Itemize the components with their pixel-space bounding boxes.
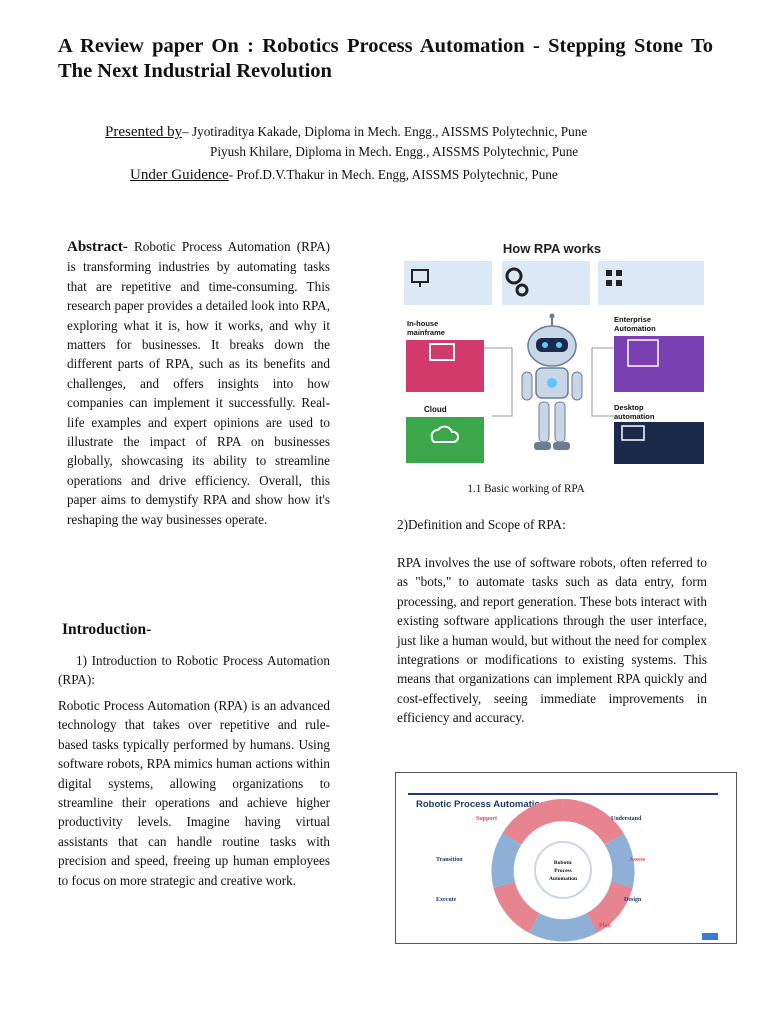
top-box-3: [598, 261, 704, 305]
figure-how-rpa-works: [402, 236, 706, 468]
figure2-title: Robotic Process Automation Cycle: [416, 799, 575, 810]
enterprise-label: Enterprise: [614, 315, 652, 324]
label-execute: Execute: [436, 897, 457, 903]
cloud-label: Cloud: [424, 405, 447, 414]
paper-title: A Review paper On : Robotics Process Automation - Stepping Stone To The Next Industrial Revolution: [58, 35, 713, 82]
desktop-label: Desktop: [614, 403, 644, 412]
section2-text: RPA involves the use of software robots, often referred to as "bots," to automate tasks such as data entry, form processing, and report generation. These bots interact with existing software applications through the user interface, just like a human would, but without the need for complex integrations or modifications to existing systems. This means that organizations can implement RPA quickly and cost-effectively, seeing immediate improvements in efficiency and accuracy.: [397, 555, 707, 726]
section2-heading: 2)Definition and Scope of RPA:: [397, 517, 566, 532]
inhouse-label: In-house: [407, 319, 439, 328]
intro-text: Robotic Process Automation (RPA) is an advanced technology that takes over repetitive and rule-based tasks typically performed by humans. Using software robots, RPA mimics human actions within digital systems, allowing organizations to streamline their operations and achieve higher productivity levels. Imagine having virtual assistants that can handle routine tasks with precision and speed, freeing up human employees to focus on more strategic and creative work.: [58, 698, 330, 888]
cycle-center-label: Robotic: [553, 860, 573, 866]
intro-heading: Introduction-: [62, 621, 152, 638]
rpa-cycle-diagram: [396, 773, 736, 943]
svg-text:mainframe: mainframe: [407, 328, 445, 337]
intro-subheading: 1) Introduction to Robotic Process Automation (RPA):: [58, 653, 330, 688]
label-understand: Understand: [611, 816, 642, 822]
desktop-box: [614, 422, 704, 464]
svg-text:automation: automation: [614, 412, 655, 421]
figure1-title: How RPA works: [502, 241, 602, 256]
robot-icon: [522, 314, 582, 451]
svg-text:Automation: Automation: [548, 876, 578, 882]
label-design: Design: [624, 897, 642, 903]
presented-by-label: Presented by: [105, 124, 183, 140]
guidance-line: [130, 167, 558, 184]
cloud-box: [406, 417, 484, 463]
figure-rpa-cycle: [395, 772, 737, 944]
guidance-text: - Prof.D.V.Thakur in Mech. Engg, AISSMS Polytechnic, Pune: [228, 167, 558, 182]
abstract-label: Abstract-: [67, 239, 128, 255]
page-tab: [702, 933, 718, 940]
label-support: Support: [476, 816, 498, 822]
abstract: [67, 237, 330, 529]
abstract-text: Robotic Process Automation (RPA) is transforming industries by automating tasks that are repetitive and time-consuming. This research paper provides a detailed look into RPA, exploring what it is, how it works, and why it matters for businesses. It breaks down the different parts of RPA, such as its benefits and challenges, and offers insights into how companies can implement it successfully. Real-life examples and expert opinions are used to illustrate the impact of RPA on businesses globally, showcasing its ability to streamline operations and drive efficiency. Overall, this paper aims to demystify RPA and show how it's reshaping the way businesses operate.: [67, 239, 330, 527]
author-1: – Jyotiraditya Kakade, Diploma in Mech. Engg., AISSMS Polytechnic, Pune: [182, 124, 588, 139]
label-plan: Plan: [599, 923, 611, 929]
label-assess: Assess: [629, 857, 646, 863]
author-2: Piyush Khilare, Diploma in Mech. Engg., AISSMS Polytechnic, Pune: [210, 144, 579, 159]
rpa-diagram: [402, 236, 706, 468]
label-transition: Transition: [436, 857, 463, 863]
presented-by-line: [105, 124, 587, 141]
inhouse-box: [406, 340, 484, 392]
svg-text:Process: Process: [554, 868, 572, 874]
figure1-caption: 1.1 Basic working of RPA: [467, 483, 585, 495]
svg-text:Automation: Automation: [614, 324, 656, 333]
guidance-label: Under Guidence: [130, 167, 229, 183]
